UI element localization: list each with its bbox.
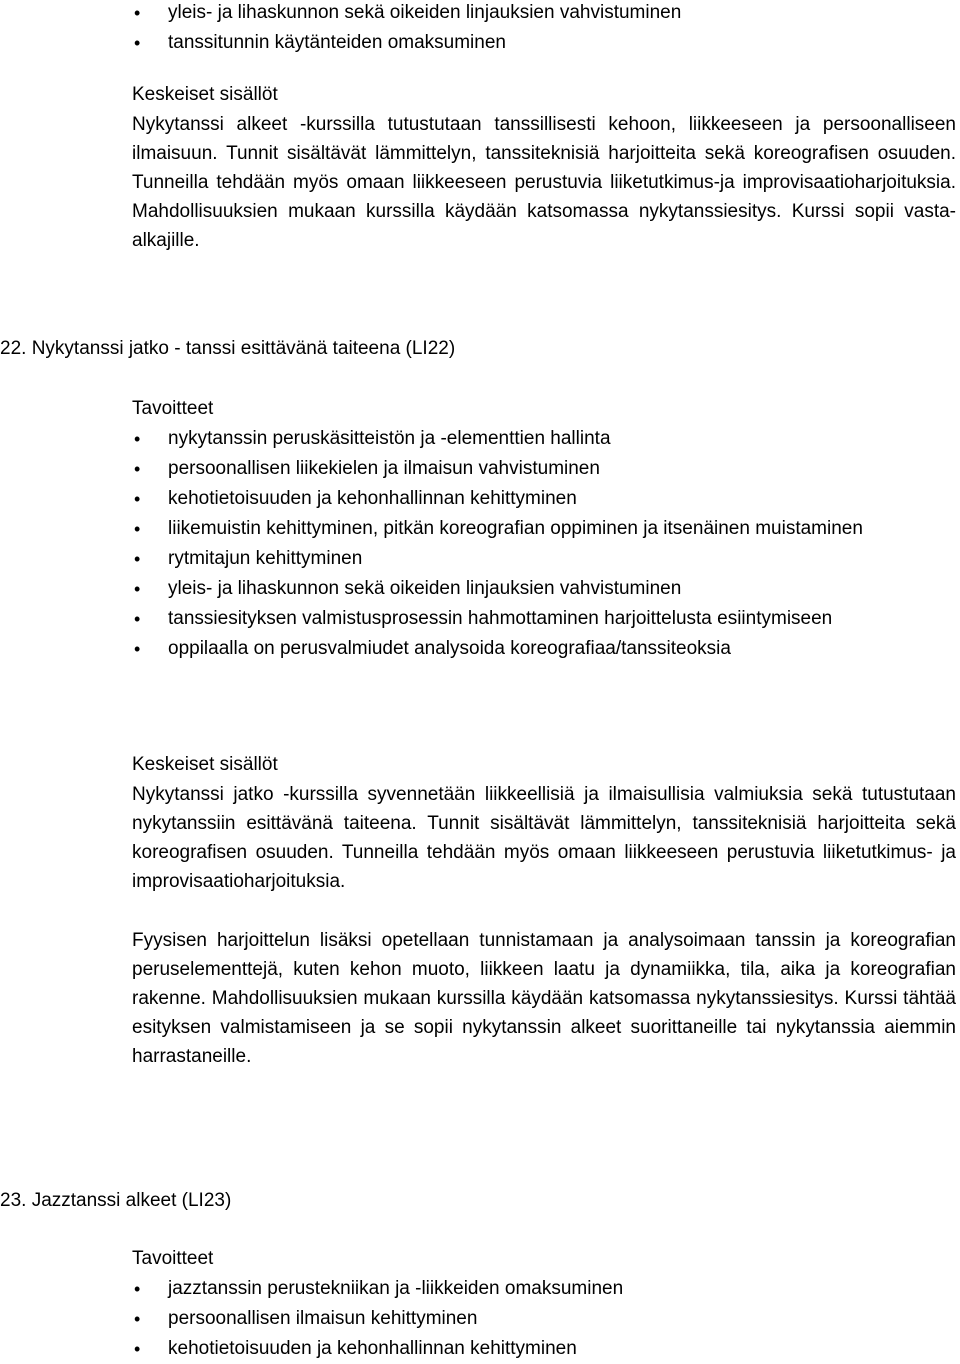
list-item: • persoonallisen liikekielen ja ilmaisun vahvistuminen bbox=[0, 454, 858, 484]
list-item: • oppilaalla on perusvalmiudet analysoida koreografiaa/tanssiteoksia bbox=[0, 634, 908, 664]
list-item: • nykytanssin peruskäsitteistön ja -elementtien hallinta bbox=[0, 424, 858, 454]
block1-bullet-list bbox=[0, 0, 858, 58]
bullet-icon: • bbox=[134, 3, 141, 23]
section-22-content-heading: Keskeiset sisällöt bbox=[132, 754, 278, 775]
list-item: • jazztanssin perustekniikan ja -liikkeiden omaksuminen bbox=[0, 1274, 858, 1304]
list-item: • persoonallisen ilmaisun kehittyminen bbox=[0, 1304, 858, 1334]
list-item: • tanssiesityksen valmistusprosessin hahmottaminen harjoittelusta esiintymiseen bbox=[0, 604, 858, 634]
section-22-goals-list bbox=[0, 424, 908, 664]
section-23-goals-heading: Tavoitteet bbox=[132, 1248, 214, 1269]
list-item: • kehotietoisuuden ja kehonhallinnan kehittyminen bbox=[0, 484, 858, 514]
block1-content-heading: Keskeiset sisällöt bbox=[132, 84, 278, 105]
bullet-icon: • bbox=[134, 1279, 141, 1299]
list-item: • liikemuistin kehittyminen, pitkän koreografian oppiminen ja itsenäinen muistaminen bbox=[0, 514, 908, 544]
bullet-icon: • bbox=[134, 1309, 141, 1329]
bullet-icon: • bbox=[134, 579, 141, 599]
bullet-icon: • bbox=[134, 489, 141, 509]
bullet-icon: • bbox=[134, 639, 141, 659]
bullet-icon: • bbox=[134, 609, 141, 629]
bullet-icon: • bbox=[134, 519, 141, 539]
section-22-title: 22. Nykytanssi jatko - tanssi esittävänä taiteena (LI22) bbox=[0, 338, 456, 359]
list-item: • yleis- ja lihaskunnon sekä oikeiden linjauksien vahvistuminen bbox=[0, 0, 858, 28]
section-23-goals-list bbox=[0, 1274, 858, 1364]
section-23-title: 23. Jazztanssi alkeet (LI23) bbox=[0, 1190, 232, 1211]
bullet-icon: • bbox=[134, 549, 141, 569]
block1-content-paragraph: Nykytanssi alkeet -kurssilla tutustutaan tanssillisesti kehoon, liikkeeseen ja persoonalliseen ilmaisuun. Tunnit sisältävät lämmittelyn, tanssiteknisiä harjoitteita sekä koreografisen osuuden. Tunneilla tehdään myös omaan liikkeeseen perustuvia liiketutkimus-ja improvisaatioharjoituksia. Mahdollisuuksien mukaan kurssilla käydään katsomassa nykytanssiesitys. Kurssi sopii vasta-alkajille. bbox=[132, 114, 956, 251]
bullet-icon: • bbox=[134, 429, 141, 449]
list-item: • kehotietoisuuden ja kehonhallinnan kehittyminen bbox=[0, 1334, 858, 1364]
section-22-content-paragraph-2: Fyysisen harjoittelun lisäksi opetellaan tunnistamaan ja analysoimaan tanssin ja koreografian peruselementtejä, kuten kehon muoto, liikkeen laatu ja dynamiikka, tila, aika ja koreografian rakenne. Mahdollisuuksien mukaan kurssilla käydään katsomassa nykytanssiesitys. Kurssi tähtää esityksen valmistamiseen ja se sopii nykytanssin alkeet suorittaneille tai nykytanssia aiemmin harrastaneille. bbox=[132, 930, 956, 1067]
bullet-icon: • bbox=[134, 1339, 141, 1359]
list-item: • tanssitunnin käytänteiden omaksuminen bbox=[0, 28, 858, 58]
section-22-content-paragraph-1: Nykytanssi jatko -kurssilla syvennetään liikkeellisiä ja ilmaisullisia valmiuksia sekä tutustutaan nykytanssiin esittävänä taiteena. Tunnit sisältävät lämmittelyn, tanssiteknisiä harjoitteita sekä koreografisen osuuden. Tunneilla tehdään myös omaan liikkeeseen perustuvia liiketutkimus- ja improvisaatioharjoituksia. bbox=[132, 784, 956, 892]
bullet-icon: • bbox=[134, 33, 141, 53]
section-22-goals-heading: Tavoitteet bbox=[132, 398, 214, 419]
bullet-icon: • bbox=[134, 459, 141, 479]
list-item: • yleis- ja lihaskunnon sekä oikeiden linjauksien vahvistuminen bbox=[0, 574, 858, 604]
list-item: • rytmitajun kehittyminen bbox=[0, 544, 858, 574]
